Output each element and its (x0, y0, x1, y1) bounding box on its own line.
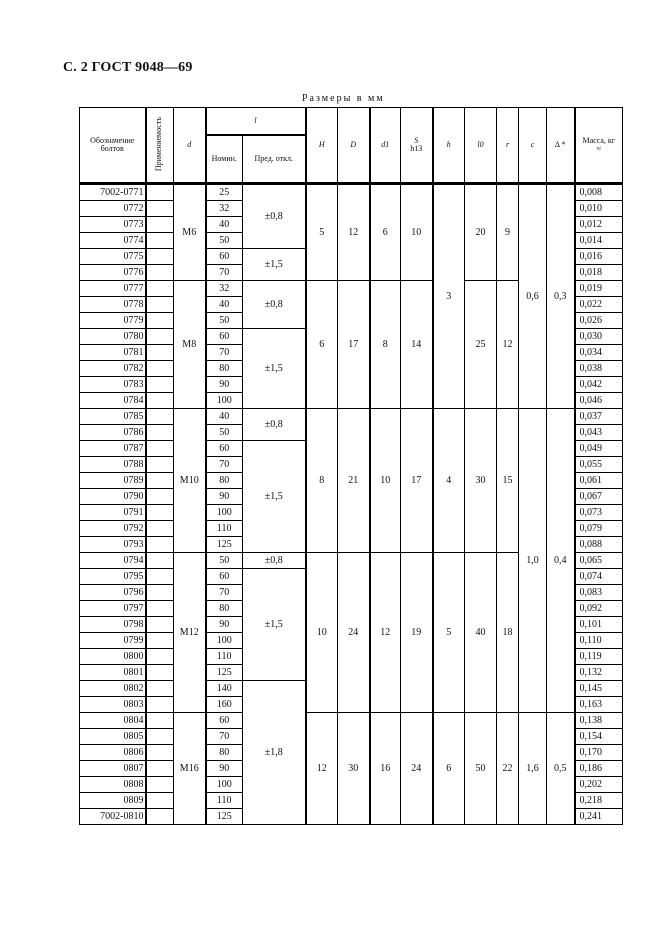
length-nominal-cell: 70 (206, 345, 243, 361)
designation-cell: 0794 (80, 553, 146, 569)
mass-cell: 0,065 (575, 553, 623, 569)
applicability-cell (146, 184, 174, 201)
col-D: D (338, 108, 370, 184)
col-d1: d1 (370, 108, 401, 184)
applicability-cell (146, 809, 174, 825)
D-cell: 30 (338, 713, 370, 825)
r-cell: 22 (497, 713, 519, 825)
applicability-cell (146, 201, 174, 217)
applicability-cell (146, 681, 174, 697)
mass-cell: 0,008 (575, 184, 623, 201)
designation-cell: 0806 (80, 745, 146, 761)
r-cell: 15 (497, 409, 519, 553)
col-h: h (433, 108, 465, 184)
col-l0: l0 (465, 108, 497, 184)
table-row (80, 713, 623, 729)
c-cell: 1,0 (519, 409, 547, 713)
length-nominal-cell: 90 (206, 761, 243, 777)
col-c: c (519, 108, 547, 184)
l0-cell: 25 (465, 281, 497, 409)
d1-cell: 10 (370, 409, 401, 553)
applicability-cell (146, 489, 174, 505)
d1-cell: 12 (370, 553, 401, 713)
length-nominal-cell: 125 (206, 537, 243, 553)
col-d: d (174, 108, 206, 184)
table-body (80, 184, 623, 825)
length-nominal-cell: 110 (206, 649, 243, 665)
applicability-cell (146, 617, 174, 633)
designation-cell: 0784 (80, 393, 146, 409)
delta-cell: 0,4 (547, 409, 575, 713)
r-cell: 9 (497, 184, 519, 281)
length-nominal-cell: 100 (206, 777, 243, 793)
length-nominal-cell: 80 (206, 473, 243, 489)
applicability-cell (146, 777, 174, 793)
mass-cell: 0,083 (575, 585, 623, 601)
h-cell: 6 (433, 713, 465, 825)
length-nominal-cell: 25 (206, 184, 243, 201)
length-nominal-cell: 110 (206, 521, 243, 537)
l0-cell: 50 (465, 713, 497, 825)
mass-cell: 0,241 (575, 809, 623, 825)
mass-cell: 0,186 (575, 761, 623, 777)
designation-cell: 0792 (80, 521, 146, 537)
delta-cell: 0,5 (547, 713, 575, 825)
designation-cell: 0777 (80, 281, 146, 297)
designation-cell: 0775 (80, 249, 146, 265)
mass-cell: 0,016 (575, 249, 623, 265)
mass-cell: 0,092 (575, 601, 623, 617)
applicability-cell (146, 249, 174, 265)
applicability-cell (146, 265, 174, 281)
designation-cell: 0809 (80, 793, 146, 809)
applicability-cell (146, 601, 174, 617)
designation-cell: 0785 (80, 409, 146, 425)
designation-cell: 0801 (80, 665, 146, 681)
col-H: H (306, 108, 338, 184)
length-nominal-cell: 80 (206, 601, 243, 617)
mass-cell: 0,073 (575, 505, 623, 521)
designation-cell: 0793 (80, 537, 146, 553)
length-nominal-cell: 60 (206, 329, 243, 345)
designation-cell: 7002-0771 (80, 184, 146, 201)
S-cell: 10 (401, 184, 433, 281)
thread-d-cell: M6 (174, 184, 206, 281)
applicability-cell (146, 217, 174, 233)
mass-cell: 0,042 (575, 377, 623, 393)
c-cell: 1,6 (519, 713, 547, 825)
table-row (80, 184, 623, 201)
designation-cell: 0807 (80, 761, 146, 777)
designation-cell: 0782 (80, 361, 146, 377)
applicability-cell (146, 297, 174, 313)
mass-cell: 0,049 (575, 441, 623, 457)
length-nominal-cell: 100 (206, 393, 243, 409)
length-nominal-cell: 70 (206, 265, 243, 281)
table-row (80, 409, 623, 425)
applicability-cell (146, 313, 174, 329)
mass-cell: 0,202 (575, 777, 623, 793)
mass-cell: 0,010 (575, 201, 623, 217)
mass-cell: 0,034 (575, 345, 623, 361)
mass-cell: 0,014 (575, 233, 623, 249)
thread-d-cell: M10 (174, 409, 206, 553)
designation-cell: 0788 (80, 457, 146, 473)
applicability-cell (146, 425, 174, 441)
H-cell: 12 (306, 713, 338, 825)
H-cell: 10 (306, 553, 338, 713)
length-nominal-cell: 32 (206, 201, 243, 217)
mass-cell: 0,154 (575, 729, 623, 745)
applicability-cell (146, 697, 174, 713)
mass-cell: 0,067 (575, 489, 623, 505)
length-tolerance-cell: ±1,5 (243, 329, 306, 409)
length-tolerance-cell: ±0,8 (243, 553, 306, 569)
designation-cell: 0803 (80, 697, 146, 713)
mass-cell: 0,132 (575, 665, 623, 681)
mass-cell: 0,019 (575, 281, 623, 297)
length-nominal-cell: 125 (206, 665, 243, 681)
H-cell: 6 (306, 281, 338, 409)
mass-cell: 0,088 (575, 537, 623, 553)
applicability-cell (146, 585, 174, 601)
applicability-cell (146, 537, 174, 553)
designation-cell: 0773 (80, 217, 146, 233)
designation-cell: 7002-0810 (80, 809, 146, 825)
length-nominal-cell: 125 (206, 809, 243, 825)
mass-cell: 0,012 (575, 217, 623, 233)
designation-cell: 0778 (80, 297, 146, 313)
length-nominal-cell: 70 (206, 585, 243, 601)
applicability-cell (146, 713, 174, 729)
applicability-cell (146, 505, 174, 521)
mass-cell: 0,145 (575, 681, 623, 697)
applicability-cell (146, 457, 174, 473)
designation-cell: 0774 (80, 233, 146, 249)
mass-cell: 0,055 (575, 457, 623, 473)
mass-cell: 0,038 (575, 361, 623, 377)
applicability-cell (146, 361, 174, 377)
h-cell: 5 (433, 553, 465, 713)
applicability-cell (146, 377, 174, 393)
applicability-cell (146, 409, 174, 425)
mass-cell: 0,061 (575, 473, 623, 489)
designation-cell: 0776 (80, 265, 146, 281)
D-cell: 17 (338, 281, 370, 409)
length-nominal-cell: 90 (206, 489, 243, 505)
applicability-cell (146, 665, 174, 681)
length-nominal-cell: 50 (206, 425, 243, 441)
delta-cell: 0,3 (547, 184, 575, 409)
mass-cell: 0,030 (575, 329, 623, 345)
length-nominal-cell: 100 (206, 505, 243, 521)
applicability-cell (146, 441, 174, 457)
applicability-cell (146, 521, 174, 537)
col-delta: Δ * (547, 108, 575, 184)
applicability-cell (146, 793, 174, 809)
thread-d-cell: M8 (174, 281, 206, 409)
d1-cell: 8 (370, 281, 401, 409)
length-nominal-cell: 70 (206, 729, 243, 745)
S-cell: 24 (401, 713, 433, 825)
length-nominal-cell: 60 (206, 713, 243, 729)
mass-cell: 0,138 (575, 713, 623, 729)
applicability-cell (146, 761, 174, 777)
length-tolerance-cell: ±1,8 (243, 681, 306, 825)
applicability-cell (146, 633, 174, 649)
col-l-nominal: Номин. (206, 135, 243, 184)
H-cell: 5 (306, 184, 338, 281)
S-cell: 19 (401, 553, 433, 713)
applicability-cell (146, 729, 174, 745)
d1-cell: 16 (370, 713, 401, 825)
mass-cell: 0,037 (575, 409, 623, 425)
designation-cell: 0783 (80, 377, 146, 393)
applicability-cell (146, 745, 174, 761)
designation-cell: 0780 (80, 329, 146, 345)
mass-cell: 0,110 (575, 633, 623, 649)
dimensions-caption: Размеры в мм (302, 93, 385, 104)
col-l-tolerance: Пред. откл. (243, 135, 306, 184)
length-nominal-cell: 60 (206, 569, 243, 585)
length-nominal-cell: 90 (206, 617, 243, 633)
col-applicability: Применяемость (146, 108, 174, 184)
length-nominal-cell: 160 (206, 697, 243, 713)
applicability-cell (146, 329, 174, 345)
mass-cell: 0,046 (575, 393, 623, 409)
applicability-cell (146, 649, 174, 665)
mass-cell: 0,163 (575, 697, 623, 713)
length-nominal-cell: 60 (206, 249, 243, 265)
length-tolerance-cell: ±1,5 (243, 249, 306, 281)
length-nominal-cell: 32 (206, 281, 243, 297)
applicability-cell (146, 281, 174, 297)
designation-cell: 0808 (80, 777, 146, 793)
length-nominal-cell: 80 (206, 361, 243, 377)
designation-cell: 0805 (80, 729, 146, 745)
designation-cell: 0799 (80, 633, 146, 649)
designation-cell: 0791 (80, 505, 146, 521)
length-nominal-cell: 40 (206, 409, 243, 425)
designation-cell: 0786 (80, 425, 146, 441)
length-nominal-cell: 80 (206, 745, 243, 761)
applicability-cell (146, 569, 174, 585)
col-l: l (206, 108, 306, 136)
applicability-cell (146, 345, 174, 361)
thread-d-cell: M12 (174, 553, 206, 713)
designation-cell: 0804 (80, 713, 146, 729)
length-nominal-cell: 50 (206, 313, 243, 329)
designation-cell: 0781 (80, 345, 146, 361)
designation-cell: 0802 (80, 681, 146, 697)
designation-cell: 0797 (80, 601, 146, 617)
D-cell: 24 (338, 553, 370, 713)
c-cell: 0,6 (519, 184, 547, 409)
designation-cell: 0789 (80, 473, 146, 489)
length-tolerance-cell: ±1,5 (243, 441, 306, 553)
mass-cell: 0,043 (575, 425, 623, 441)
designation-cell: 0800 (80, 649, 146, 665)
designation-cell: 0790 (80, 489, 146, 505)
mass-cell: 0,119 (575, 649, 623, 665)
D-cell: 21 (338, 409, 370, 553)
h-cell: 3 (433, 184, 465, 409)
length-nominal-cell: 70 (206, 457, 243, 473)
designation-cell: 0796 (80, 585, 146, 601)
r-cell: 18 (497, 553, 519, 713)
length-tolerance-cell: ±1,5 (243, 569, 306, 681)
length-nominal-cell: 50 (206, 233, 243, 249)
length-nominal-cell: 40 (206, 297, 243, 313)
length-tolerance-cell: ±0,8 (243, 184, 306, 249)
thread-d-cell: M16 (174, 713, 206, 825)
mass-cell: 0,170 (575, 745, 623, 761)
length-nominal-cell: 90 (206, 377, 243, 393)
r-cell: 12 (497, 281, 519, 409)
l0-cell: 20 (465, 184, 497, 281)
designation-cell: 0779 (80, 313, 146, 329)
length-tolerance-cell: ±0,8 (243, 281, 306, 329)
S-cell: 17 (401, 409, 433, 553)
designation-cell: 0787 (80, 441, 146, 457)
mass-cell: 0,074 (575, 569, 623, 585)
length-nominal-cell: 40 (206, 217, 243, 233)
applicability-cell (146, 553, 174, 569)
length-tolerance-cell: ±0,8 (243, 409, 306, 441)
applicability-cell (146, 473, 174, 489)
length-nominal-cell: 140 (206, 681, 243, 697)
designation-cell: 0798 (80, 617, 146, 633)
designation-cell: 0795 (80, 569, 146, 585)
applicability-cell (146, 233, 174, 249)
length-nominal-cell: 60 (206, 441, 243, 457)
col-r: r (497, 108, 519, 184)
designation-cell: 0772 (80, 201, 146, 217)
mass-cell: 0,218 (575, 793, 623, 809)
page-title: С. 2 ГОСТ 9048—69 (63, 60, 193, 75)
mass-cell: 0,022 (575, 297, 623, 313)
length-nominal-cell: 110 (206, 793, 243, 809)
length-nominal-cell: 100 (206, 633, 243, 649)
H-cell: 8 (306, 409, 338, 553)
col-S: S h13 (401, 108, 433, 184)
d1-cell: 6 (370, 184, 401, 281)
S-cell: 14 (401, 281, 433, 409)
mass-cell: 0,026 (575, 313, 623, 329)
length-nominal-cell: 50 (206, 553, 243, 569)
h-cell: 4 (433, 409, 465, 553)
mass-cell: 0,018 (575, 265, 623, 281)
D-cell: 12 (338, 184, 370, 281)
col-designation: Обозначение болтов (80, 108, 146, 184)
l0-cell: 30 (465, 409, 497, 553)
mass-cell: 0,101 (575, 617, 623, 633)
bolt-spec-table (79, 107, 623, 825)
applicability-cell (146, 393, 174, 409)
l0-cell: 40 (465, 553, 497, 713)
mass-cell: 0,079 (575, 521, 623, 537)
col-mass: Масса, кг ≈ (575, 108, 623, 184)
